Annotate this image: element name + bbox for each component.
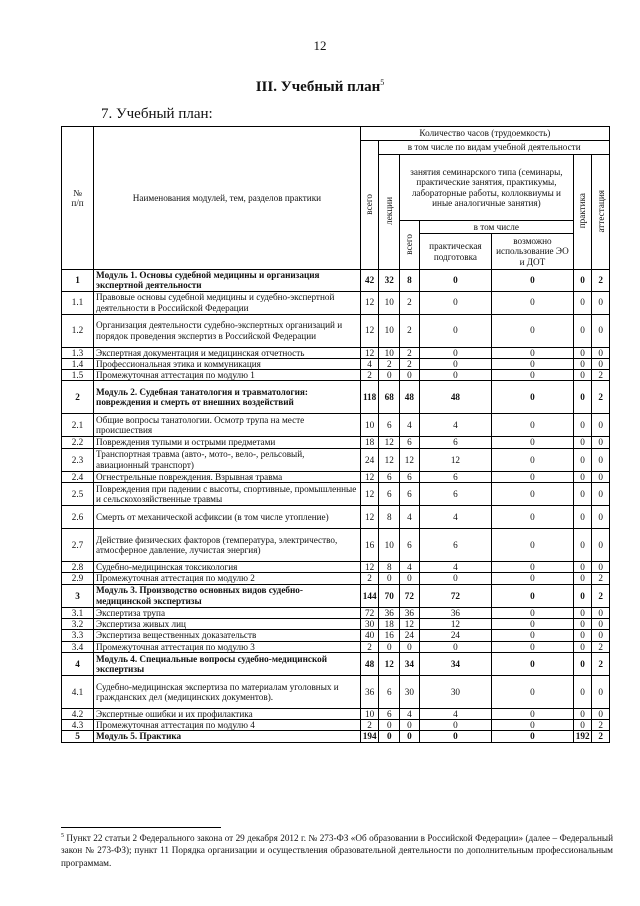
row-practice-hours: 0 xyxy=(573,618,592,629)
table-row xyxy=(62,573,610,584)
row-eo-dot-hours: 0 xyxy=(492,573,574,584)
row-practice-hours: 0 xyxy=(573,573,592,584)
row-name: Профессиональная этика и коммуникация xyxy=(94,358,361,369)
row-practical-training-hours: 0 xyxy=(419,314,491,347)
row-practical-training-hours: 0 xyxy=(419,573,491,584)
row-practical-training-hours: 4 xyxy=(419,708,491,719)
row-number: 3.4 xyxy=(62,641,94,652)
row-practical-training-hours: 48 xyxy=(419,381,491,414)
row-name: Экспертиза живых лиц xyxy=(94,618,361,629)
row-name: Повреждения тупыми и острыми предметами xyxy=(94,437,361,448)
row-attestation-hours: 0 xyxy=(592,529,610,562)
row-practical-training-hours: 34 xyxy=(419,652,491,675)
footnote-mark: 5 xyxy=(61,833,64,839)
header-lectures-text: лекции xyxy=(384,196,395,225)
row-total-hours: 72 xyxy=(360,607,379,618)
row-seminar-hours: 0 xyxy=(400,573,420,584)
row-name: Модуль 2. Судебная танатология и травматология: повреждения и смерть от внешних воздействий xyxy=(94,381,361,414)
row-eo-dot-hours: 0 xyxy=(492,483,574,506)
header-practice-text: практика xyxy=(577,193,588,229)
row-total-hours: 12 xyxy=(360,506,379,529)
row-number: 4.3 xyxy=(62,720,94,731)
row-attestation-hours: 2 xyxy=(592,270,610,292)
row-attestation-hours: 0 xyxy=(592,607,610,618)
row-number: 1.4 xyxy=(62,358,94,369)
table-row xyxy=(62,675,610,708)
row-attestation-hours: 0 xyxy=(592,471,610,482)
table-row xyxy=(62,720,610,731)
row-practice-hours: 0 xyxy=(573,630,592,641)
row-practical-training-hours: 72 xyxy=(419,584,491,607)
header-total-text: всего xyxy=(364,193,375,215)
row-name: Модуль 1. Основы судебной медицины и организация экспертной деятельности xyxy=(94,270,361,292)
row-eo-dot-hours: 0 xyxy=(492,347,574,358)
row-attestation-hours: 2 xyxy=(592,370,610,381)
row-eo-dot-hours: 0 xyxy=(492,437,574,448)
row-attestation-hours: 0 xyxy=(592,630,610,641)
row-total-hours: 2 xyxy=(360,573,379,584)
row-attestation-hours: 0 xyxy=(592,708,610,719)
row-name: Промежуточная аттестация по модулю 1 xyxy=(94,370,361,381)
row-number: 2.5 xyxy=(62,483,94,506)
header-sem-total-text: всего xyxy=(404,233,415,255)
row-seminar-hours: 4 xyxy=(400,506,420,529)
row-name: Экспертные ошибки и их профилактика xyxy=(94,708,361,719)
row-practice-hours: 0 xyxy=(573,506,592,529)
row-attestation-hours: 0 xyxy=(592,618,610,629)
row-total-hours: 30 xyxy=(360,618,379,629)
row-name: Экспертиза трупа xyxy=(94,607,361,618)
row-lecture-hours: 12 xyxy=(379,437,400,448)
row-total-hours: 2 xyxy=(360,720,379,731)
row-lecture-hours: 6 xyxy=(379,483,400,506)
row-seminar-hours: 0 xyxy=(400,641,420,652)
row-total-hours: 4 xyxy=(360,358,379,369)
row-practical-training-hours: 0 xyxy=(419,270,491,292)
row-practice-hours: 0 xyxy=(573,291,592,314)
row-attestation-hours: 0 xyxy=(592,414,610,437)
table-body xyxy=(62,270,610,743)
row-eo-dot-hours: 0 xyxy=(492,358,574,369)
row-practice-hours: 0 xyxy=(573,471,592,482)
row-practice-hours: 0 xyxy=(573,270,592,292)
row-name: Правовые основы судебной медицины и судебно-экспертной деятельности в Российской Федерации xyxy=(94,291,361,314)
row-seminar-hours: 34 xyxy=(400,652,420,675)
row-practice-hours: 0 xyxy=(573,562,592,573)
row-number: 3.1 xyxy=(62,607,94,618)
row-lecture-hours: 36 xyxy=(379,607,400,618)
row-practical-training-hours: 0 xyxy=(419,641,491,652)
table-row xyxy=(62,529,610,562)
row-attestation-hours: 0 xyxy=(592,506,610,529)
row-seminar-hours: 72 xyxy=(400,584,420,607)
section-title xyxy=(0,78,640,96)
section-title-text: III. Учебный план xyxy=(255,79,381,95)
row-attestation-hours: 2 xyxy=(592,573,610,584)
module-row xyxy=(62,584,610,607)
table-row xyxy=(62,506,610,529)
row-total-hours: 10 xyxy=(360,414,379,437)
row-lecture-hours: 8 xyxy=(379,506,400,529)
row-number: 2.8 xyxy=(62,562,94,573)
row-number: 2.4 xyxy=(62,471,94,482)
row-number: 1 xyxy=(62,270,94,292)
row-attestation-hours: 2 xyxy=(592,641,610,652)
row-practice-hours: 192 xyxy=(573,731,592,742)
table-row xyxy=(62,448,610,471)
table-header xyxy=(62,127,610,270)
row-total-hours: 42 xyxy=(360,270,379,292)
row-practical-training-hours: 0 xyxy=(419,358,491,369)
row-lecture-hours: 0 xyxy=(379,573,400,584)
row-seminar-hours: 4 xyxy=(400,414,420,437)
table-row xyxy=(62,471,610,482)
row-lecture-hours: 12 xyxy=(379,448,400,471)
header-num: № п/п xyxy=(62,127,94,270)
table-row xyxy=(62,414,610,437)
row-attestation-hours: 0 xyxy=(592,483,610,506)
row-eo-dot-hours: 0 xyxy=(492,641,574,652)
row-name: Огнестрельные повреждения. Взрывная травма xyxy=(94,471,361,482)
row-total-hours: 12 xyxy=(360,314,379,347)
row-seminar-hours: 6 xyxy=(400,437,420,448)
row-seminar-hours: 2 xyxy=(400,314,420,347)
row-practical-training-hours: 24 xyxy=(419,630,491,641)
row-seminar-hours: 4 xyxy=(400,708,420,719)
row-seminar-hours: 30 xyxy=(400,675,420,708)
row-number: 4.2 xyxy=(62,708,94,719)
page-number: 12 xyxy=(313,38,327,53)
row-seminar-hours: 12 xyxy=(400,618,420,629)
row-total-hours: 24 xyxy=(360,448,379,471)
row-number: 5 xyxy=(62,731,94,742)
row-total-hours: 16 xyxy=(360,529,379,562)
row-total-hours: 36 xyxy=(360,675,379,708)
row-number: 2.1 xyxy=(62,414,94,437)
row-eo-dot-hours: 0 xyxy=(492,270,574,292)
row-seminar-hours: 0 xyxy=(400,720,420,731)
module-row xyxy=(62,270,610,292)
row-practical-training-hours: 12 xyxy=(419,618,491,629)
header-eo-dot: возможно использование ЭО и ДОТ xyxy=(492,234,574,270)
row-eo-dot-hours: 0 xyxy=(492,529,574,562)
table-row xyxy=(62,708,610,719)
row-attestation-hours: 2 xyxy=(592,584,610,607)
row-name: Экспертиза вещественных доказательств xyxy=(94,630,361,641)
row-eo-dot-hours: 0 xyxy=(492,607,574,618)
row-seminar-hours: 6 xyxy=(400,471,420,482)
row-lecture-hours: 0 xyxy=(379,720,400,731)
row-attestation-hours: 0 xyxy=(592,358,610,369)
row-attestation-hours: 0 xyxy=(592,562,610,573)
row-number: 2.3 xyxy=(62,448,94,471)
row-number: 2.9 xyxy=(62,573,94,584)
plan-subtitle: 7. Учебный план: xyxy=(101,106,213,122)
row-eo-dot-hours: 0 xyxy=(492,630,574,641)
row-lecture-hours: 10 xyxy=(379,529,400,562)
row-name: Действие физических факторов (температура, электричество, атмосферное давление, лучистая энергия) xyxy=(94,529,361,562)
row-practice-hours: 0 xyxy=(573,414,592,437)
row-practical-training-hours: 4 xyxy=(419,414,491,437)
row-name: Модуль 4. Специальные вопросы судебно-медицинской экспертизы xyxy=(94,652,361,675)
row-lecture-hours: 70 xyxy=(379,584,400,607)
row-practical-training-hours: 0 xyxy=(419,731,491,742)
row-total-hours: 118 xyxy=(360,381,379,414)
header-seminar: занятия семинарского типа (семинары, практические занятия, практикумы, лабораторные работы, коллоквиумы и иные аналогичные занятия) xyxy=(400,155,574,221)
header-practice xyxy=(573,155,592,270)
table-row xyxy=(62,641,610,652)
row-lecture-hours: 68 xyxy=(379,381,400,414)
row-practice-hours: 0 xyxy=(573,641,592,652)
row-practice-hours: 0 xyxy=(573,720,592,731)
row-practical-training-hours: 0 xyxy=(419,370,491,381)
row-practice-hours: 0 xyxy=(573,652,592,675)
row-eo-dot-hours: 0 xyxy=(492,381,574,414)
table-row xyxy=(62,370,610,381)
row-seminar-hours: 6 xyxy=(400,483,420,506)
row-seminar-hours: 48 xyxy=(400,381,420,414)
row-eo-dot-hours: 0 xyxy=(492,562,574,573)
row-practical-training-hours: 30 xyxy=(419,675,491,708)
row-practical-training-hours: 12 xyxy=(419,448,491,471)
row-seminar-hours: 24 xyxy=(400,630,420,641)
table-row xyxy=(62,437,610,448)
header-name: Наименования модулей, тем, разделов практики xyxy=(94,127,361,270)
row-total-hours: 2 xyxy=(360,370,379,381)
row-name: Экспертная документация и медицинская отчетность xyxy=(94,347,361,358)
header-hours: Количество часов (трудоемкость) xyxy=(360,127,609,141)
row-practical-training-hours: 36 xyxy=(419,607,491,618)
row-number: 4 xyxy=(62,652,94,675)
row-number: 1.2 xyxy=(62,314,94,347)
row-name: Судебно-медицинская токсикология xyxy=(94,562,361,573)
table-row xyxy=(62,483,610,506)
table-row xyxy=(62,347,610,358)
row-number: 2.6 xyxy=(62,506,94,529)
row-lecture-hours: 6 xyxy=(379,414,400,437)
row-lecture-hours: 8 xyxy=(379,562,400,573)
row-lecture-hours: 0 xyxy=(379,370,400,381)
row-eo-dot-hours: 0 xyxy=(492,291,574,314)
row-seminar-hours: 36 xyxy=(400,607,420,618)
curriculum-table xyxy=(61,126,610,743)
row-total-hours: 40 xyxy=(360,630,379,641)
table-row xyxy=(62,358,610,369)
row-lecture-hours: 10 xyxy=(379,347,400,358)
row-practice-hours: 0 xyxy=(573,437,592,448)
row-total-hours: 10 xyxy=(360,708,379,719)
row-eo-dot-hours: 0 xyxy=(492,584,574,607)
row-practice-hours: 0 xyxy=(573,370,592,381)
row-practice-hours: 0 xyxy=(573,529,592,562)
header-lectures xyxy=(379,155,400,270)
row-lecture-hours: 6 xyxy=(379,675,400,708)
row-seminar-hours: 2 xyxy=(400,291,420,314)
header-total xyxy=(360,141,379,270)
header-attestation-text: аттестация xyxy=(595,189,606,233)
row-practical-training-hours: 0 xyxy=(419,347,491,358)
row-number: 2.2 xyxy=(62,437,94,448)
row-attestation-hours: 0 xyxy=(592,347,610,358)
row-total-hours: 2 xyxy=(360,641,379,652)
row-eo-dot-hours: 0 xyxy=(492,720,574,731)
row-seminar-hours: 2 xyxy=(400,358,420,369)
row-name: Судебно-медицинская экспертиза по материалам уголовных и гражданских дел (медицинских документов). xyxy=(94,675,361,708)
row-lecture-hours: 16 xyxy=(379,630,400,641)
row-attestation-hours: 2 xyxy=(592,381,610,414)
footnote-text: Пункт 22 статьи 2 Федерального закона от 29 декабря 2012 г. № 273-ФЗ «Об образовании в Российской Федерации» (далее – Федеральный закон № 273-ФЗ); пункт 11 Порядка организации и осуществления образовательной деятельности по дополнительным профессиональным программам. xyxy=(61,833,613,868)
row-practical-training-hours: 6 xyxy=(419,471,491,482)
header-sem-total xyxy=(400,221,420,270)
row-practical-training-hours: 6 xyxy=(419,483,491,506)
row-eo-dot-hours: 0 xyxy=(492,506,574,529)
row-number: 3.3 xyxy=(62,630,94,641)
row-seminar-hours: 2 xyxy=(400,347,420,358)
row-attestation-hours: 0 xyxy=(592,437,610,448)
row-number: 3.2 xyxy=(62,618,94,629)
row-lecture-hours: 6 xyxy=(379,708,400,719)
row-lecture-hours: 18 xyxy=(379,618,400,629)
row-number: 2 xyxy=(62,381,94,414)
footnote-reference: 5 xyxy=(380,78,385,87)
row-lecture-hours: 0 xyxy=(379,641,400,652)
row-eo-dot-hours: 0 xyxy=(492,618,574,629)
module-row xyxy=(62,381,610,414)
row-eo-dot-hours: 0 xyxy=(492,708,574,719)
row-total-hours: 12 xyxy=(360,483,379,506)
row-practice-hours: 0 xyxy=(573,584,592,607)
row-eo-dot-hours: 0 xyxy=(492,471,574,482)
header-including: в том числе xyxy=(419,221,573,234)
table-row xyxy=(62,630,610,641)
row-practice-hours: 0 xyxy=(573,314,592,347)
row-total-hours: 18 xyxy=(360,437,379,448)
footnote-divider xyxy=(61,827,221,828)
row-attestation-hours: 0 xyxy=(592,448,610,471)
row-name: Промежуточная аттестация по модулю 2 xyxy=(94,573,361,584)
row-seminar-hours: 4 xyxy=(400,562,420,573)
table-row xyxy=(62,314,610,347)
module-row xyxy=(62,652,610,675)
row-attestation-hours: 2 xyxy=(592,731,610,742)
row-total-hours: 12 xyxy=(360,347,379,358)
row-name: Организация деятельности судебно-экспертных организаций и порядок проведения экспертиз в Российской Федерации xyxy=(94,314,361,347)
row-eo-dot-hours: 0 xyxy=(492,448,574,471)
row-name: Транспортная травма (авто-, мото-, вело-, рельсовый, авиационный транспорт) xyxy=(94,448,361,471)
header-practical-training: практическая подготовка xyxy=(419,234,491,270)
row-eo-dot-hours: 0 xyxy=(492,314,574,347)
row-number: 2.7 xyxy=(62,529,94,562)
row-attestation-hours: 0 xyxy=(592,675,610,708)
row-practice-hours: 0 xyxy=(573,483,592,506)
row-total-hours: 12 xyxy=(360,291,379,314)
row-number: 1.5 xyxy=(62,370,94,381)
row-lecture-hours: 32 xyxy=(379,270,400,292)
table-row xyxy=(62,291,610,314)
row-practical-training-hours: 6 xyxy=(419,437,491,448)
header-attestation xyxy=(592,155,610,270)
row-seminar-hours: 0 xyxy=(400,731,420,742)
row-number: 1.1 xyxy=(62,291,94,314)
row-attestation-hours: 2 xyxy=(592,720,610,731)
row-practice-hours: 0 xyxy=(573,448,592,471)
row-lecture-hours: 2 xyxy=(379,358,400,369)
row-name: Повреждения при падении с высоты, спортивные, промышленные и сельскохозяйственные травмы xyxy=(94,483,361,506)
row-number: 3 xyxy=(62,584,94,607)
row-practice-hours: 0 xyxy=(573,607,592,618)
row-practical-training-hours: 0 xyxy=(419,291,491,314)
row-seminar-hours: 0 xyxy=(400,370,420,381)
table-row xyxy=(62,562,610,573)
row-lecture-hours: 6 xyxy=(379,471,400,482)
row-practice-hours: 0 xyxy=(573,675,592,708)
row-eo-dot-hours: 0 xyxy=(492,675,574,708)
row-practice-hours: 0 xyxy=(573,347,592,358)
row-practical-training-hours: 0 xyxy=(419,720,491,731)
row-seminar-hours: 12 xyxy=(400,448,420,471)
row-seminar-hours: 6 xyxy=(400,529,420,562)
table-row xyxy=(62,618,610,629)
row-eo-dot-hours: 0 xyxy=(492,414,574,437)
row-eo-dot-hours: 0 xyxy=(492,370,574,381)
row-attestation-hours: 2 xyxy=(592,652,610,675)
row-total-hours: 194 xyxy=(360,731,379,742)
row-lecture-hours: 10 xyxy=(379,291,400,314)
row-total-hours: 12 xyxy=(360,562,379,573)
row-name: Модуль 3. Производство основных видов судебно-медицинской экспертизы xyxy=(94,584,361,607)
row-eo-dot-hours: 0 xyxy=(492,652,574,675)
row-total-hours: 12 xyxy=(360,471,379,482)
row-practice-hours: 0 xyxy=(573,381,592,414)
row-total-hours: 144 xyxy=(360,584,379,607)
module-row xyxy=(62,731,610,742)
row-practice-hours: 0 xyxy=(573,708,592,719)
row-practice-hours: 0 xyxy=(573,358,592,369)
row-name: Общие вопросы танатологии. Осмотр трупа на месте происшествия xyxy=(94,414,361,437)
row-attestation-hours: 0 xyxy=(592,291,610,314)
row-lecture-hours: 12 xyxy=(379,652,400,675)
row-total-hours: 48 xyxy=(360,652,379,675)
row-practical-training-hours: 4 xyxy=(419,506,491,529)
row-name: Промежуточная аттестация по модулю 3 xyxy=(94,641,361,652)
row-eo-dot-hours: 0 xyxy=(492,731,574,742)
footnote xyxy=(61,832,613,869)
row-practical-training-hours: 6 xyxy=(419,529,491,562)
row-name: Смерть от механической асфиксии (в том числе утопление) xyxy=(94,506,361,529)
row-number: 4.1 xyxy=(62,675,94,708)
row-attestation-hours: 0 xyxy=(592,314,610,347)
header-by-type: в том числе по видам учебной деятельности xyxy=(379,141,610,155)
row-name: Модуль 5. Практика xyxy=(94,731,361,742)
row-practical-training-hours: 4 xyxy=(419,562,491,573)
row-seminar-hours: 8 xyxy=(400,270,420,292)
table-row xyxy=(62,607,610,618)
row-number: 1.3 xyxy=(62,347,94,358)
row-lecture-hours: 10 xyxy=(379,314,400,347)
row-lecture-hours: 0 xyxy=(379,731,400,742)
row-name: Промежуточная аттестация по модулю 4 xyxy=(94,720,361,731)
